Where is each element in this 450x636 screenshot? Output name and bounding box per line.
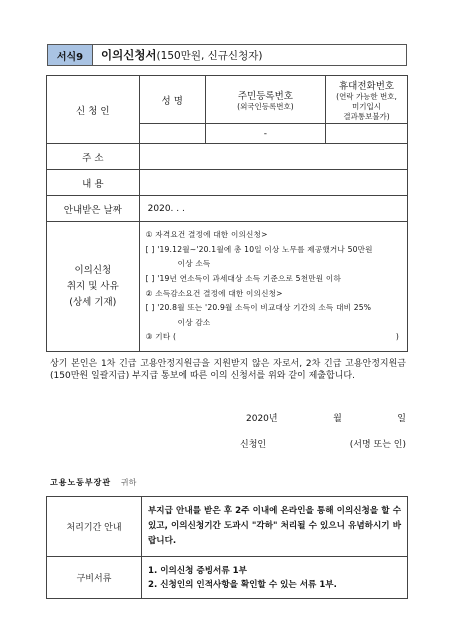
form-title (93, 45, 262, 65)
addressee (50, 477, 136, 488)
reason-checkbox-labor[interactable]: [ ] '19.12월~'20.1월에 총 10일 이상 노무를 제공했거나 50만원 (145, 244, 373, 254)
date-year: 2020년 (246, 414, 278, 424)
phone-input-cell[interactable] (326, 124, 408, 144)
form-header (47, 44, 407, 66)
ssn-input-cell[interactable] (205, 124, 325, 144)
processing-text: 부지급 안내를 받은 후 2주 이내에 온라인을 통해 이의신청을 할 수 있고, 이의신청기간 도과시 "각하" 처리될 수 있으니 유념하시기 바랍니다. (142, 497, 408, 557)
submission-date (246, 411, 406, 424)
phone-sub-1: (연락 가능한 번호, (336, 91, 397, 101)
document-item: 2. 신청인의 인적사항을 확인할 수 있는 서류 1부. (148, 579, 337, 590)
document-item: 1. 이의신청 증빙서류 1부 (148, 565, 247, 576)
notice-date-value[interactable]: 2020. . . (139, 196, 407, 222)
ssn-dash: - (263, 128, 268, 139)
notice-date-label: 안내받은 날짜 (47, 196, 140, 222)
address-label: 주 소 (47, 144, 140, 170)
address-input-cell[interactable] (139, 144, 407, 170)
reason-content-cell (139, 222, 407, 352)
form-title-main: 이의신청서 (101, 48, 157, 62)
phone-sub-3: 결과통보불가) (343, 111, 390, 121)
reason-label-cell (47, 222, 140, 352)
ssn-sub-label: (외국인등록번호) (237, 101, 294, 111)
application-table (46, 75, 408, 352)
reason-item-income-decrease: ② 소득감소요건 결정에 대한 이의신청> (145, 288, 283, 298)
form-title-sub: (150만원, 신규신청자) (156, 49, 263, 62)
info-table (46, 496, 408, 599)
content-input-cell[interactable] (139, 170, 407, 196)
reason-label-3: (상세 기재) (69, 296, 117, 308)
documents-label: 구비서류 (47, 557, 142, 599)
reason-item-other[interactable] (146, 330, 403, 345)
reason-checkbox-income[interactable]: [ ] '19년 연소득이 과세대상 소득 기준으로 5천만원 이하 (145, 273, 341, 283)
ssn-label-cell (205, 76, 325, 124)
addressee-suffix: 귀하 (120, 478, 137, 487)
name-input-cell[interactable] (139, 124, 205, 144)
reason-other-close: ) (395, 332, 399, 342)
reason-item-qualification: ① 자격요건 결정에 대한 이의신청> (145, 230, 268, 240)
phone-sub-2: 미기입시 (352, 101, 382, 111)
ssn-label: 주민등록번호 (237, 90, 293, 102)
signature-label: 신청인 (240, 440, 267, 450)
phone-label-cell (326, 76, 408, 124)
reason-checkbox-decrease[interactable]: [ ] '20.8월 또는 '20.9월 소득이 비교대상 기간의 소득 대비 25% (145, 303, 372, 313)
reason-label-1: 이의신청 (74, 264, 112, 276)
date-day: 일 (397, 414, 406, 424)
signature-line (240, 437, 406, 450)
content-label: 내 용 (47, 170, 140, 196)
form-number-badge: 서식9 (48, 45, 93, 65)
reason-label-2: 취지 및 사유 (66, 280, 119, 292)
signature-note: (서명 또는 인) (349, 440, 406, 450)
addressee-name: 고용노동부장관 (50, 478, 112, 487)
reason-checkbox-decrease-cont: 이상 감소 (177, 317, 211, 327)
date-month: 월 (333, 414, 342, 424)
reason-checkbox-labor-cont: 이상 소득 (177, 259, 211, 269)
applicant-label: 신 청 인 (47, 76, 140, 144)
phone-label: 휴대전화번호 (339, 80, 395, 92)
declaration-statement: 상기 본인은 1차 긴급 고용안정지원금을 지원받지 않은 자로서, 2차 긴급 고용안정지원금(150만원 일괄지급) 부지급 통보에 따른 이의 신청서를 위와 같이 제출합니다. (50, 359, 406, 381)
documents-list (142, 557, 408, 599)
reason-list (140, 226, 407, 347)
name-label: 성 명 (139, 76, 205, 124)
reason-other-label: ③ 기타 ( (145, 332, 177, 342)
processing-label: 처리기간 안내 (47, 497, 142, 557)
